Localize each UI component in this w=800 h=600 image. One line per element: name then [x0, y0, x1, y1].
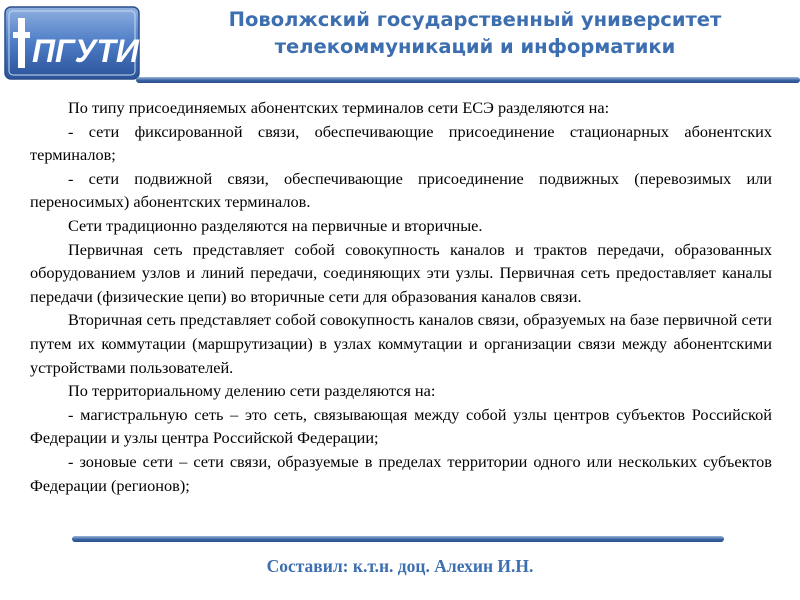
paragraph: - магистральную сеть – это сеть, связывающая между собой узлы центров субъектов Российской Федерации и узлы центра Российской Федерации;	[30, 404, 772, 448]
paragraph: - сети фиксированной связи, обеспечивающие присоединение стационарных абонентских терминалов;	[30, 121, 772, 165]
paragraph: - зоновые сети – сети связи, образуемые в пределах территории одного или нескольких субъектов Федерации (регионов);	[30, 451, 772, 495]
top-divider	[136, 77, 800, 83]
paragraph: Первичная сеть представляет собой совокупность каналов и трактов передачи, образованных оборудованием узлов и линий передачи, соединяющих эти узлы. Первичная сеть предоставляет каналы передачи (физические цепи) во вторичные сети для образования каналов связи.	[30, 239, 772, 306]
paragraph: Вторичная сеть представляет собой совокупность каналов связи, образуемых на базе первичной сети путем их коммутации (маршрутизации) в узлах коммутации и организации связи между абонентскими устройствами пользователей.	[30, 310, 772, 377]
paragraph: По территориальному делению сети разделяются на:	[68, 381, 436, 401]
bottom-divider	[72, 536, 724, 542]
logo-text: ПГУТИ	[32, 33, 139, 69]
page-title	[170, 6, 780, 60]
paragraph: Сети традиционно разделяются на первичные и вторичные.	[68, 215, 483, 235]
paragraph: По типу присоединяемых абонентских терминалов сети ЕСЭ разделяются на:	[68, 98, 610, 117]
title-line-2: телекоммуникаций и информатики	[274, 35, 676, 58]
paragraph: - сети подвижной связи, обеспечивающие присоединение подвижных (перевозимых или переносимых) абонентских терминалов.	[30, 168, 772, 212]
slide-body	[30, 96, 772, 497]
author-credit: Составил: к.т.н. доц. Алехин И.Н.	[266, 556, 534, 576]
university-logo	[4, 6, 140, 80]
title-line-1: Поволжский государственный университет	[228, 8, 722, 31]
